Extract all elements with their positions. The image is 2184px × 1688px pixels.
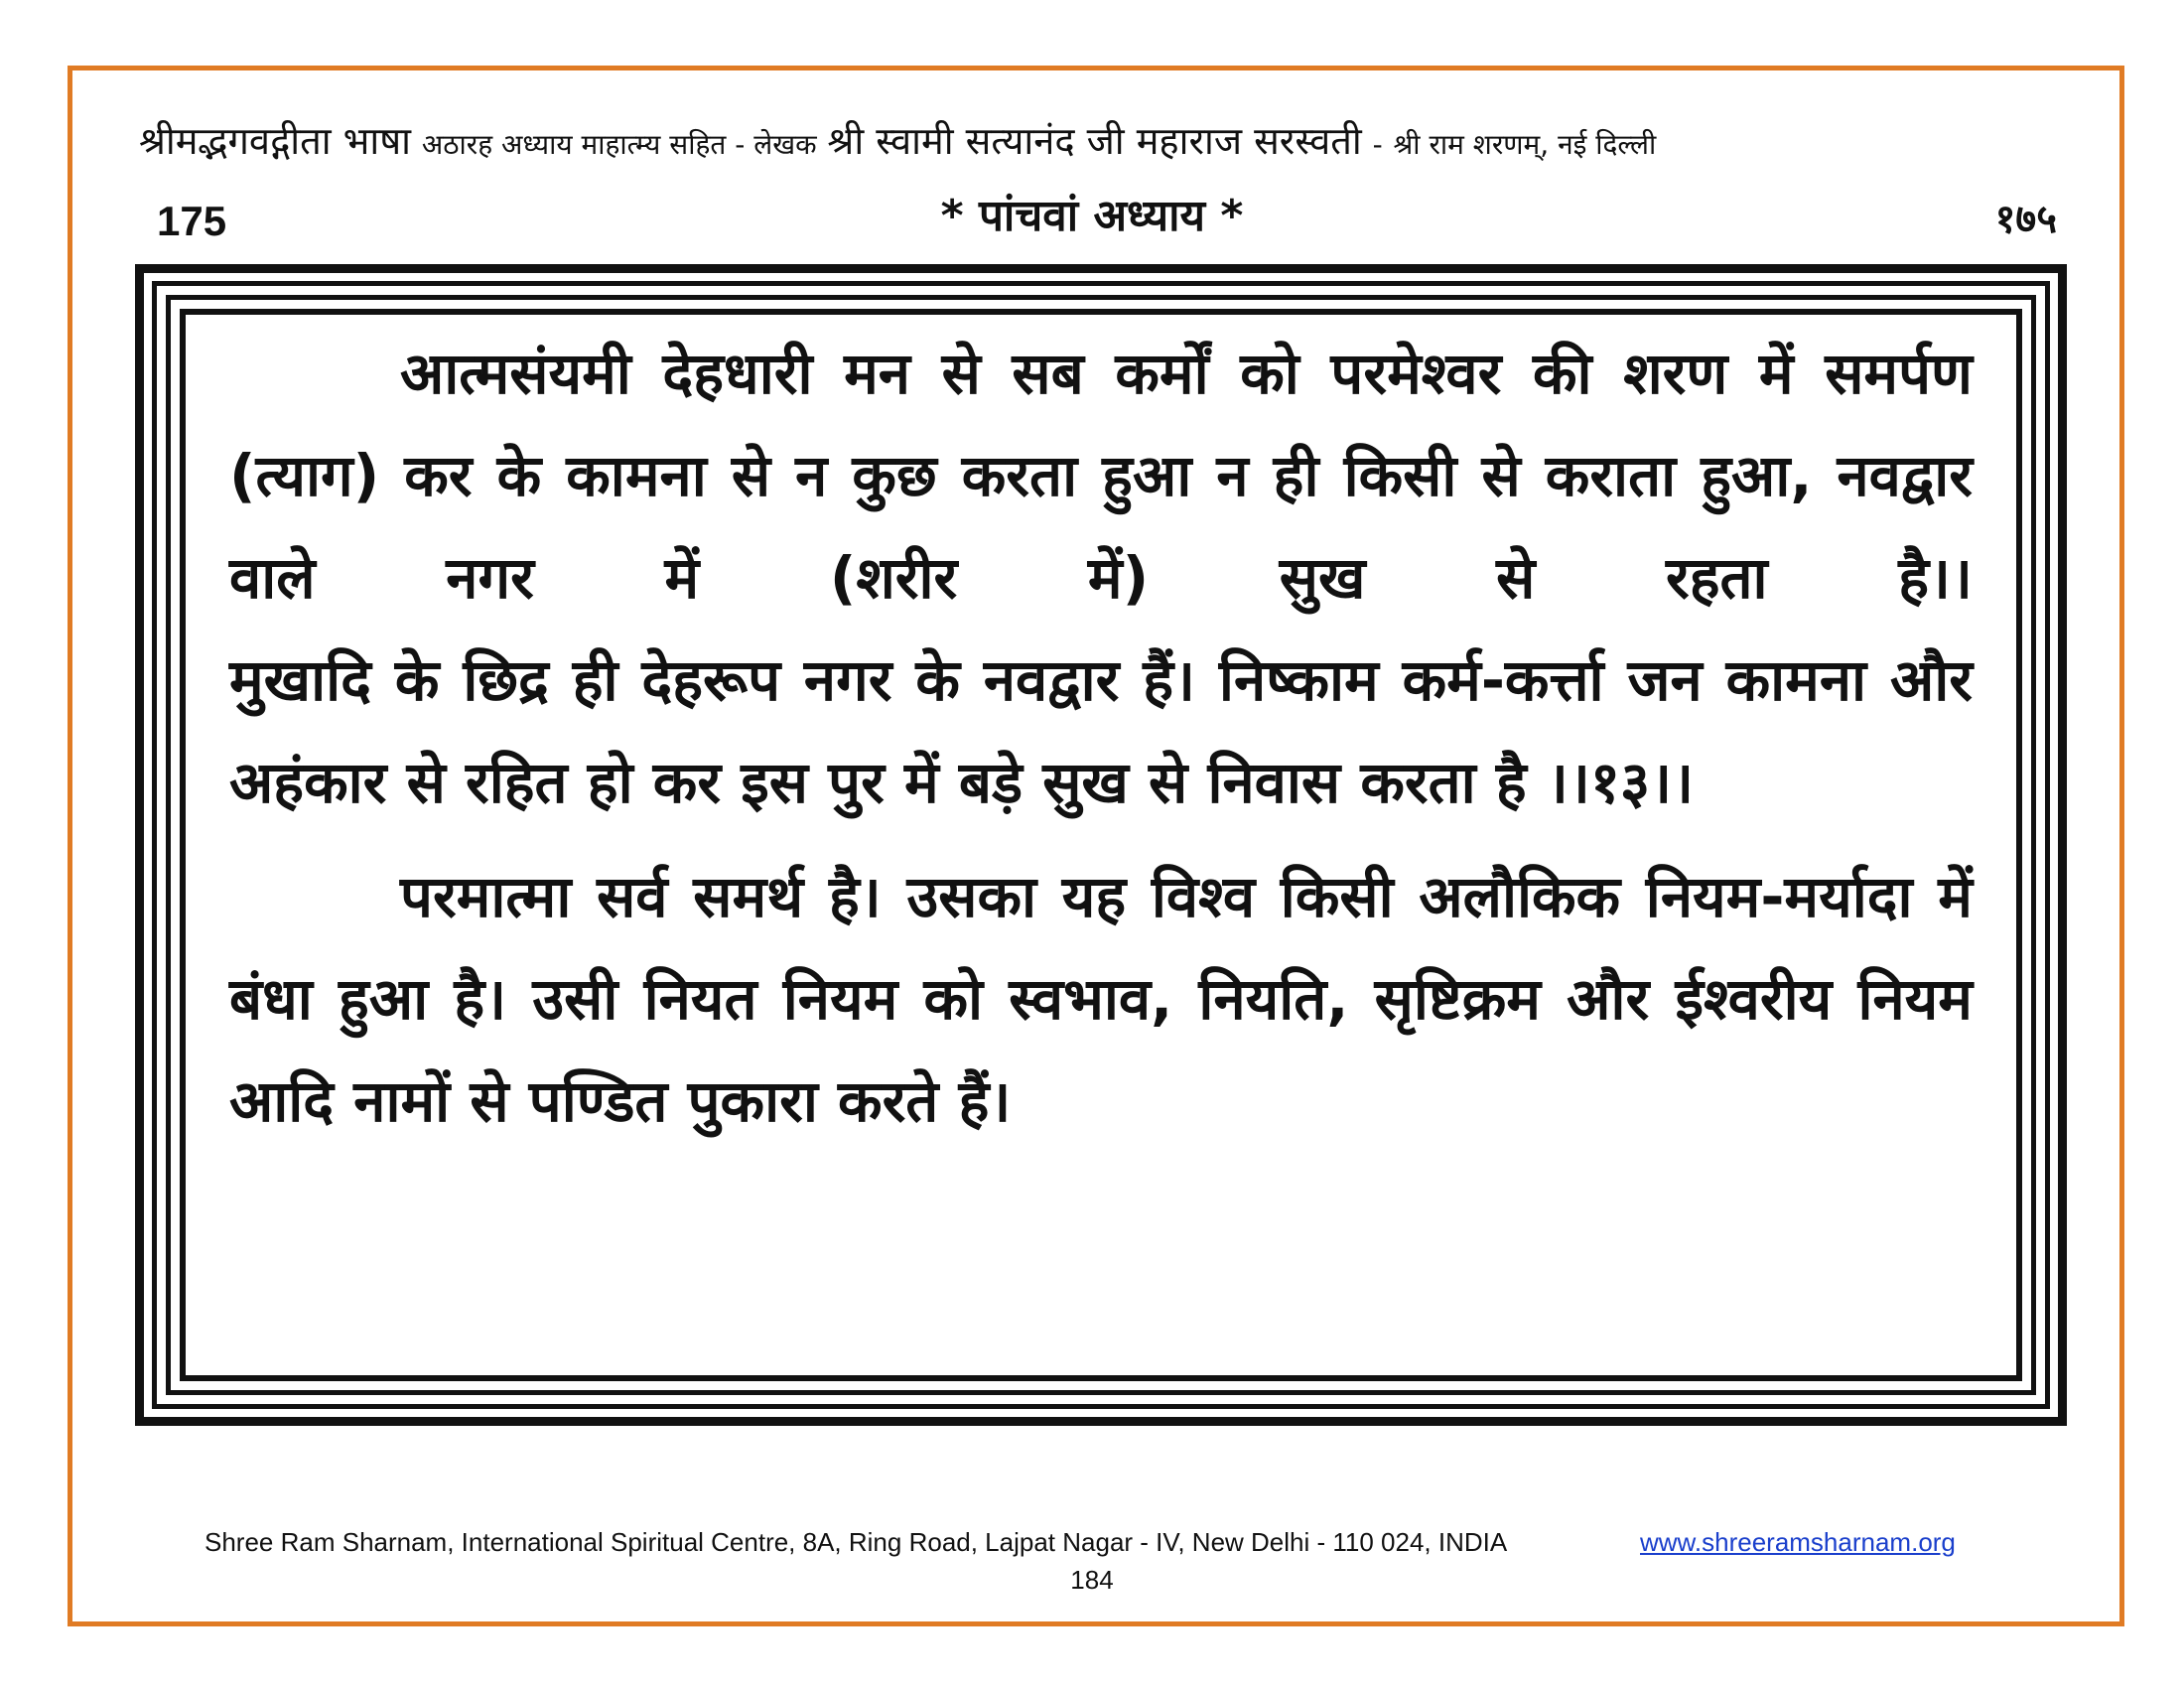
publisher-name: श्री राम शरणम्, नई दिल्ली — [1393, 128, 1657, 161]
chapter-title: * पांचवां अध्याय * — [940, 191, 1244, 241]
book-title: श्रीमद्भगवद्गीता भाषा — [139, 119, 412, 163]
commentary-text — [229, 323, 1973, 1153]
book-subtitle: अठारह अध्याय माहात्म्य सहित - लेखक — [421, 128, 817, 161]
running-header — [139, 117, 2055, 169]
commentary-paragraph: परमात्मा सर्व समर्थ है। उसका यह विश्व किसी अलौकिक नियम-मर्यादा में बंधा हुआ है। उसी नियत नियम को स्वभाव, नियति, सृष्टिक्रम और ईश्वरीय नियम आदि नामों से पण्डित पुकारा करते हैं। — [229, 863, 1973, 1135]
page-number-devanagari: १७५ — [1994, 197, 2057, 242]
header-separator: - — [1372, 128, 1383, 161]
website-link[interactable]: www.shreeramsharnam.org — [1640, 1527, 1956, 1557]
verse-explanation-paragraph: मुखादि के छिद्र ही देहरूप नगर के नवद्वार हैं। निष्काम कर्म-कर्त्ता जन कामना और अहंकार से रहित हो कर इस पुर में बड़े सुख से निवास करता है ।।१३।। — [229, 646, 1973, 816]
verse-frame — [135, 264, 2067, 1426]
author-name: श्री स्वामी सत्यानंद जी महाराज सरस्वती — [827, 119, 1362, 163]
page-number-arabic: 175 — [157, 198, 227, 244]
verse-translation-paragraph: आत्मसंयमी देहधारी मन से सब कर्मों को परमेश्वर की शरण में समर्पण (त्याग) कर के कामना से न कुछ करता हुआ न ही किसी से कराता हुआ, नवद्वार वाले नगर में (शरीर में) सुख से रहता है।। — [229, 340, 1973, 612]
footer-page-number: 184 — [1070, 1565, 1114, 1595]
footer-address: Shree Ram Sharnam, International Spiritual Centre, 8A, Ring Road, Lajpat Nagar - IV, New Delhi - 110 024, INDIA — [205, 1527, 1508, 1557]
